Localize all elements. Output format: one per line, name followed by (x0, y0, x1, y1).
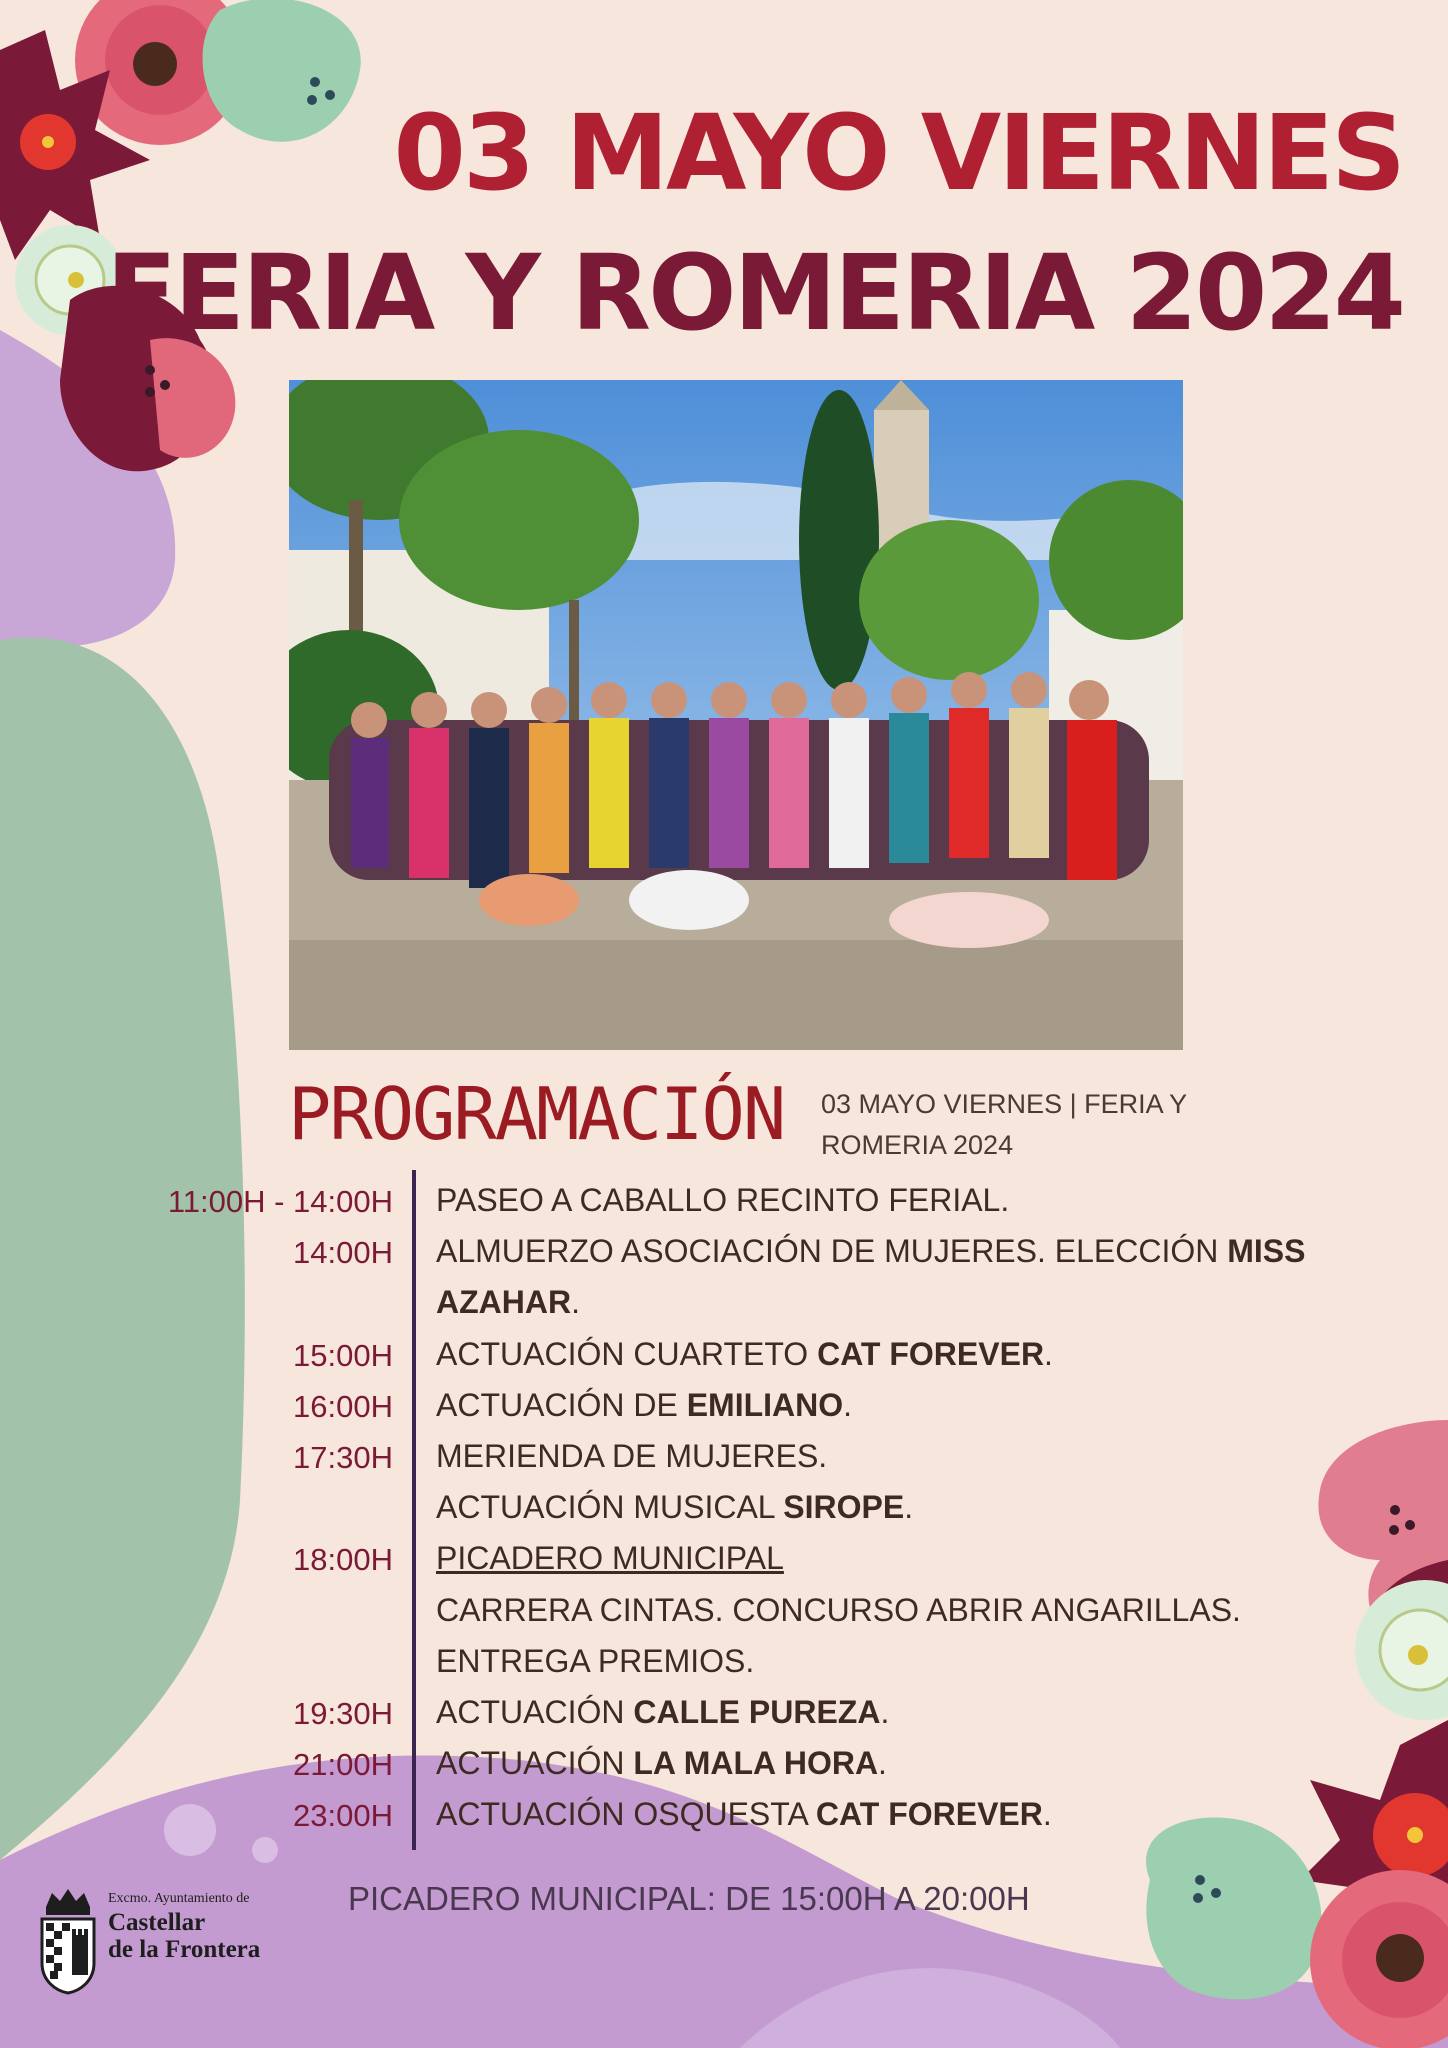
schedule-event (436, 1745, 887, 1782)
event-performer: MISS (1227, 1233, 1306, 1269)
event-text-end: . (878, 1745, 887, 1781)
event-text: ACTUACIÓN MUSICAL (436, 1489, 784, 1525)
schedule-event (436, 1233, 1305, 1270)
schedule-time: 16:00H (293, 1389, 393, 1424)
header-event-title: FERIA Y ROMERIA 2024 (105, 232, 1403, 354)
logo-name-line-1: Castellar (108, 1909, 206, 1936)
program-subtitle (821, 1084, 1241, 1166)
event-text: MERIENDA DE MUJERES. (436, 1438, 828, 1474)
event-text-end: . (571, 1284, 580, 1320)
event-text: ALMUERZO ASOCIACIÓN DE MUJERES. ELECCIÓN (436, 1233, 1228, 1269)
schedule-event (436, 1489, 913, 1526)
schedule-time: 19:30H (293, 1696, 393, 1731)
event-text: ENTREGA PREMIOS. (436, 1643, 755, 1679)
footer-note: PICADERO MUNICIPAL: DE 15:00H A 20:00H (348, 1880, 1030, 1917)
event-venue: PICADERO MUNICIPAL (436, 1540, 784, 1576)
schedule-event (436, 1336, 1053, 1373)
logo-caption: Excmo. Ayuntamiento de (108, 1891, 250, 1906)
event-text-end: . (1042, 1796, 1052, 1832)
municipal-logo (38, 1885, 298, 2005)
flower-decoration (1146, 1420, 1448, 2048)
schedule-time: 17:30H (293, 1440, 393, 1475)
schedule-time: 18:00H (293, 1542, 393, 1577)
event-text: PASEO A CABALLO RECINTO FERIAL. (436, 1182, 1010, 1218)
timeline-divider (412, 1170, 416, 1850)
schedule-event (436, 1540, 784, 1577)
schedule-time: 15:00H (293, 1338, 393, 1373)
schedule-time: 23:00H (293, 1798, 393, 1833)
schedule-event (436, 1438, 827, 1475)
event-text: CARRERA CINTAS. CONCURSO ABRIR ANGARILLAS. (436, 1592, 1241, 1628)
event-performer: CAT FOREVER (817, 1336, 1045, 1372)
event-performer: EMILIANO (686, 1387, 844, 1423)
event-text: ACTUACIÓN OSQUESTA (436, 1796, 816, 1832)
schedule-event (436, 1387, 852, 1424)
event-text-end: . (1044, 1336, 1053, 1372)
schedule-time: 11:00H - 14:00H (167, 1184, 393, 1219)
event-text: ACTUACIÓN DE (436, 1387, 687, 1423)
logo-name (108, 1909, 260, 1963)
header-date: 03 MAYO VIERNES (393, 92, 1403, 214)
schedule-event (436, 1182, 1009, 1219)
schedule-event (436, 1694, 889, 1731)
schedule-time: 14:00H (293, 1235, 393, 1270)
schedule-event (436, 1643, 754, 1680)
event-text: ACTUACIÓN (436, 1694, 634, 1730)
event-text-end: . (843, 1387, 853, 1423)
coat-of-arms-icon (38, 1885, 98, 1995)
event-text: ACTUACIÓN CUARTETO (436, 1336, 818, 1372)
event-performer: SIROPE (783, 1489, 905, 1525)
schedule-event (436, 1796, 1052, 1833)
event-performer: CAT FOREVER (815, 1796, 1043, 1832)
event-text-end: . (904, 1489, 914, 1525)
event-performer: LA MALA HORA (633, 1745, 879, 1781)
schedule-time: 21:00H (293, 1747, 393, 1782)
schedule-event (436, 1592, 1241, 1629)
program-title: PROGRAMACIÓN (288, 1072, 785, 1156)
schedule-event (436, 1284, 580, 1321)
event-text-end: . (880, 1694, 890, 1730)
program-subtitle-line-2: ROMERIA 2024 (821, 1130, 1014, 1160)
group-photo (289, 380, 1183, 1050)
program-subtitle-line-1: 03 MAYO VIERNES | FERIA Y (821, 1089, 1188, 1119)
event-text: ACTUACIÓN (436, 1745, 634, 1781)
event-performer: AZAHAR (436, 1284, 572, 1320)
logo-name-line-2: de la Frontera (108, 1936, 261, 1963)
event-performer: CALLE PUREZA (633, 1694, 881, 1730)
